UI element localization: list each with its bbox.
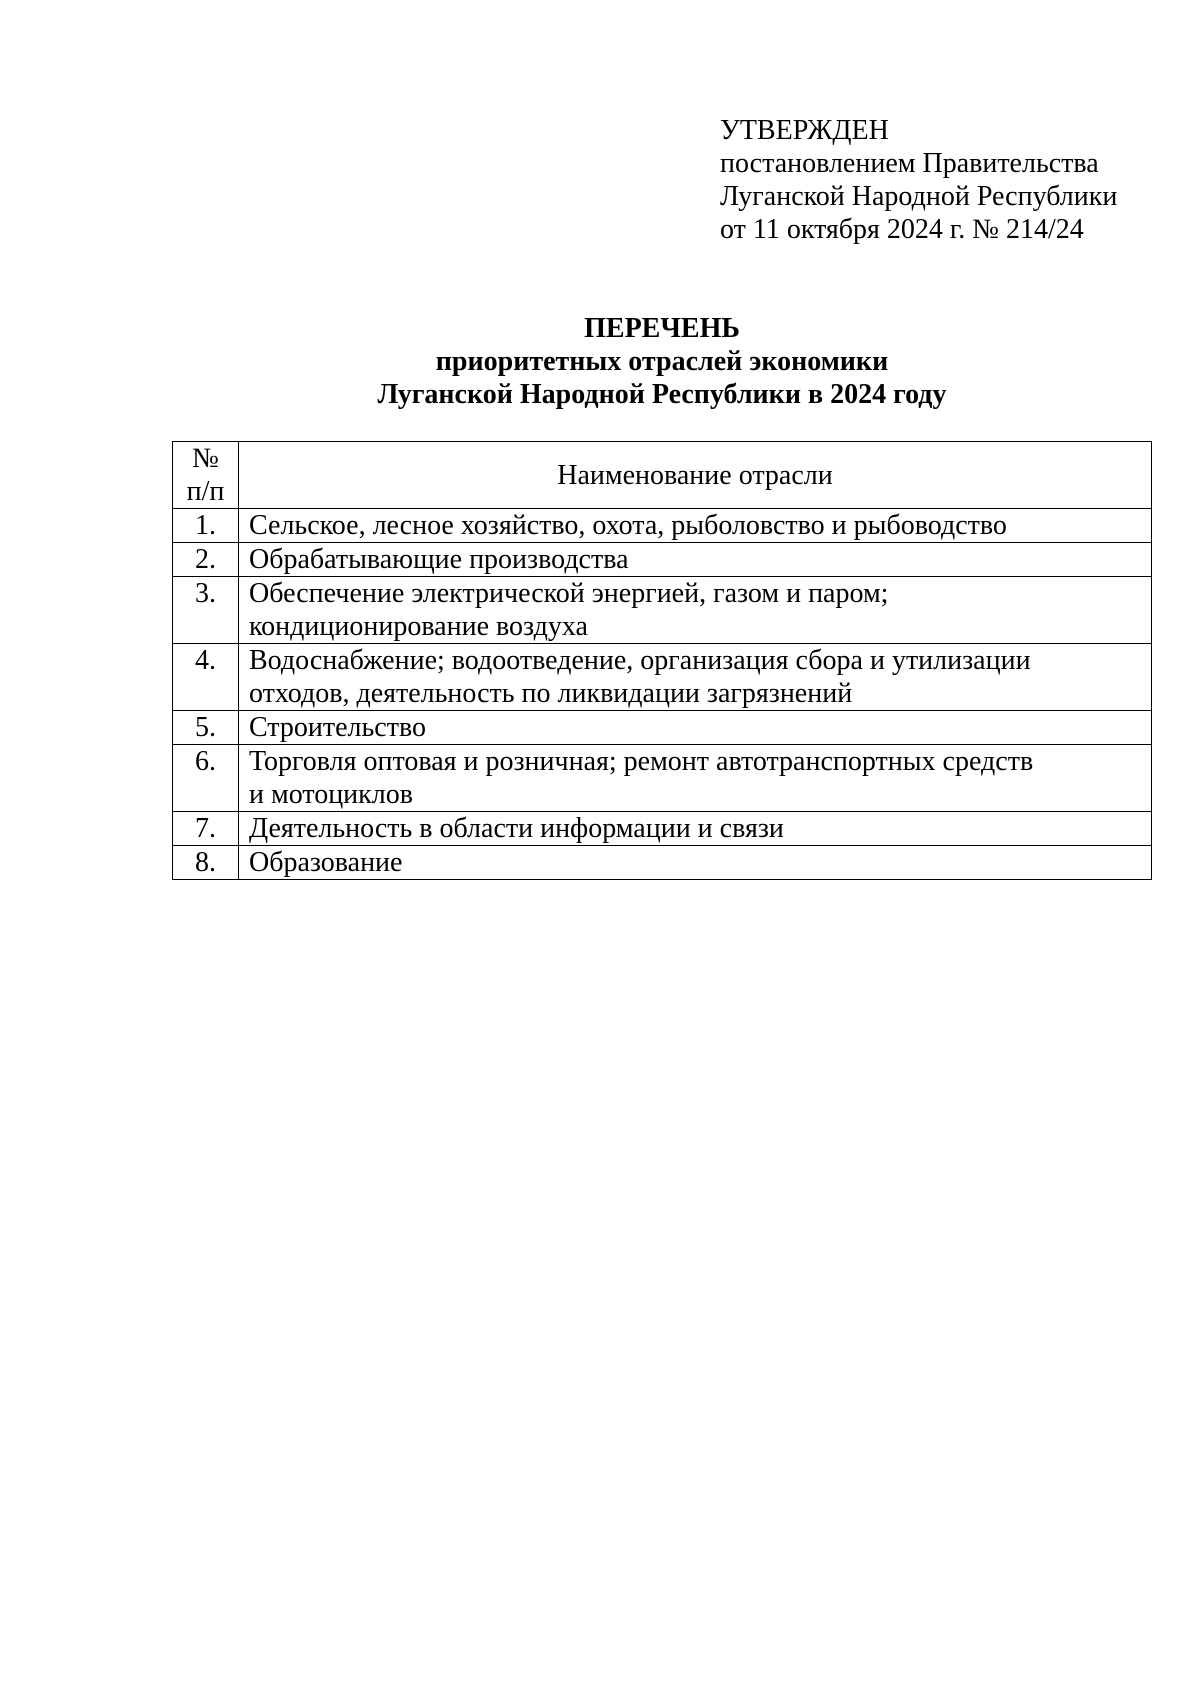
approval-line: Луганской Народной Республики bbox=[720, 181, 1118, 212]
table-header-row bbox=[173, 442, 1152, 509]
table-row bbox=[173, 745, 1152, 812]
row-number: 3. bbox=[173, 577, 239, 644]
row-name: Строительство bbox=[239, 711, 1152, 745]
approval-line: постановлением Правительства bbox=[720, 148, 1099, 179]
approval-stamp bbox=[720, 114, 1117, 246]
row-name: Деятельность в области информации и связи bbox=[239, 812, 1152, 846]
title-line-3: Луганской Народной Республики в 2024 году bbox=[377, 379, 947, 410]
document-title bbox=[172, 312, 1152, 411]
row-number: 7. bbox=[173, 812, 239, 846]
table-row bbox=[173, 509, 1152, 543]
title-line-1: ПЕРЕЧЕНЬ bbox=[584, 313, 740, 344]
header-name: Наименование отрасли bbox=[239, 442, 1152, 509]
table-row bbox=[173, 812, 1152, 846]
table-row bbox=[173, 644, 1152, 711]
row-name: Водоснабжение; водоотведение, организация сбора и утилизации отходов, деятельность по ликвидации загрязнений bbox=[239, 644, 1152, 711]
row-name: Обеспечение электрической энергией, газом и паром; кондиционирование воздуха bbox=[239, 577, 1152, 644]
row-number: 5. bbox=[173, 711, 239, 745]
row-number: 4. bbox=[173, 644, 239, 711]
table-row bbox=[173, 711, 1152, 745]
row-name: Обрабатывающие производства bbox=[239, 543, 1152, 577]
header-number: № п/п bbox=[173, 442, 239, 509]
sectors-table bbox=[172, 441, 1152, 880]
row-number: 2. bbox=[173, 543, 239, 577]
row-name: Торговля оптовая и розничная; ремонт автотранспортных средств и мотоциклов bbox=[239, 745, 1152, 812]
row-name: Сельское, лесное хозяйство, охота, рыболовство и рыбоводство bbox=[239, 509, 1152, 543]
row-number: 1. bbox=[173, 509, 239, 543]
approval-line: от 11 октября 2024 г. № 214/24 bbox=[720, 214, 1084, 245]
title-line-2: приоритетных отраслей экономики bbox=[435, 346, 889, 377]
row-number: 8. bbox=[173, 846, 239, 880]
table-row bbox=[173, 543, 1152, 577]
table-row bbox=[173, 846, 1152, 880]
row-number: 6. bbox=[173, 745, 239, 812]
row-name: Образование bbox=[239, 846, 1152, 880]
approval-line: УТВЕРЖДЕН bbox=[720, 115, 889, 146]
table-row bbox=[173, 577, 1152, 644]
